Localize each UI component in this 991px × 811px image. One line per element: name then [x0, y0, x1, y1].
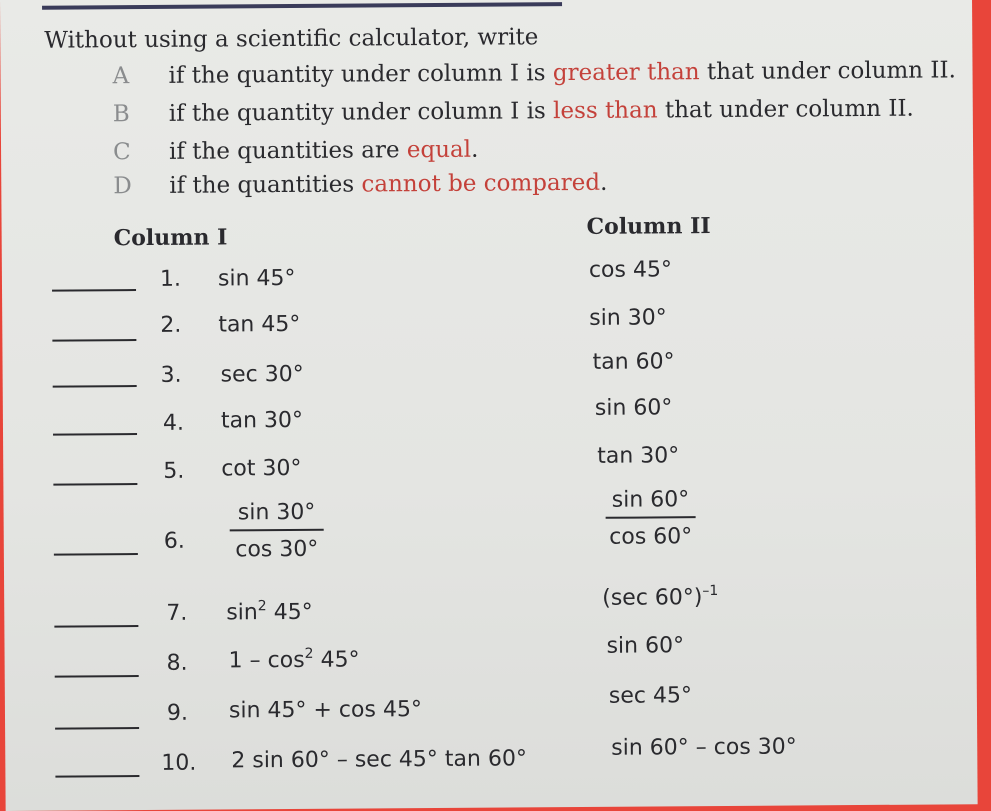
column-ii-expression: tan 60° — [592, 349, 675, 375]
item-number: 4. — [162, 410, 185, 436]
expression-base: 1 – cos — [228, 647, 305, 674]
column-ii-expression: tan 30° — [597, 443, 680, 469]
answer-blank[interactable] — [53, 483, 137, 486]
item-row-2 — [2, 303, 974, 350]
column-ii-expression: sin 60° – cos 30° — [611, 734, 797, 761]
item-row-8 — [4, 633, 976, 684]
fraction-numerator: sin 30° — [237, 499, 316, 526]
item-number: 2. — [160, 312, 182, 338]
option-text: if the quantity under column I is — [168, 98, 554, 127]
option-highlight: greater than — [552, 59, 700, 87]
option-text-end: . — [470, 136, 479, 163]
column-i-expression: sec 30° — [220, 361, 304, 388]
option-highlight: equal — [406, 136, 472, 164]
item-number: 8. — [166, 650, 188, 676]
option-highlight: cannot be compared — [361, 169, 601, 198]
item-row-1 — [2, 255, 974, 302]
option-letter: C — [112, 139, 131, 166]
item-number: 7. — [166, 600, 188, 626]
column-i-header: Column I — [113, 224, 228, 252]
item-row-10 — [5, 733, 977, 780]
column-ii-fraction — [605, 487, 695, 550]
answer-blank[interactable] — [55, 675, 139, 678]
column-ii-expression: cos 45° — [588, 257, 673, 283]
option-letter: A — [112, 63, 130, 90]
item-row-5 — [3, 443, 975, 494]
column-i-expression: tan 30° — [220, 407, 304, 434]
option-text: if the quantities — [169, 171, 362, 199]
column-ii-expression — [602, 582, 719, 611]
item-number: 6. — [163, 528, 185, 554]
item-number: 9. — [166, 700, 189, 726]
option-highlight: less than — [553, 97, 658, 125]
fraction-bar — [606, 516, 696, 519]
column-ii-header: Column II — [586, 213, 711, 240]
expression-base: (sec 60°) — [602, 585, 703, 611]
exponent: 2 — [257, 598, 267, 615]
option-text: if the quantity under column I is — [168, 60, 553, 89]
fraction-numerator: sin 60° — [611, 487, 690, 513]
answer-blank[interactable] — [52, 289, 136, 292]
expression-base: sin — [226, 600, 258, 626]
column-ii-expression: sin 60° — [606, 633, 685, 659]
column-i-expression: sin 45° + cos 45° — [228, 697, 422, 724]
item-number: 5. — [163, 458, 185, 484]
answer-blank[interactable] — [54, 625, 138, 628]
item-row-6 — [3, 489, 976, 586]
option-text-end: that under column II. — [699, 57, 956, 86]
column-ii-expression: sin 60° — [594, 395, 673, 421]
item-row-9 — [5, 683, 977, 734]
column-i-fraction — [229, 500, 323, 563]
answer-blank[interactable] — [53, 385, 137, 388]
option-text: if the quantities are — [168, 137, 407, 165]
option-text-end: . — [599, 169, 608, 196]
column-i-expression: cot 30° — [221, 455, 302, 482]
column-ii-expression: sec 45° — [608, 683, 693, 709]
column-ii-expression: sin 30° — [589, 305, 667, 331]
top-rule — [42, 2, 562, 10]
item-number: 3. — [160, 362, 182, 388]
column-i-expression: tan 45° — [218, 311, 301, 338]
instruction-text: Without using a scientific calculator, write — [44, 24, 539, 54]
fraction-denominator: cos 60° — [609, 524, 693, 550]
column-i-expression: 2 sin 60° – sec 45° tan 60° — [231, 746, 527, 774]
answer-blank[interactable] — [54, 553, 138, 556]
fraction-denominator: cos 30° — [235, 536, 319, 563]
fraction-bar — [230, 529, 324, 532]
answer-blank[interactable] — [53, 433, 137, 436]
item-number: 1. — [159, 266, 182, 292]
item-row-7 — [4, 582, 976, 636]
column-i-expression: sin 45° — [217, 265, 296, 292]
item-row-4 — [3, 395, 975, 446]
option-letter: D — [113, 173, 132, 200]
option-text-end: that under column II. — [657, 95, 914, 124]
expression-argument: 45° — [266, 599, 313, 626]
answer-blank[interactable] — [55, 727, 139, 730]
column-i-expression — [228, 645, 360, 674]
column-i-expression — [226, 600, 313, 626]
exponent: 2 — [304, 645, 314, 662]
exponent: –1 — [702, 582, 719, 600]
item-row-3 — [3, 349, 975, 400]
item-number: 10. — [161, 750, 197, 776]
expression-argument: 45° — [313, 647, 360, 673]
answer-blank[interactable] — [55, 775, 139, 778]
answer-blank[interactable] — [52, 339, 136, 342]
option-letter: B — [112, 101, 130, 128]
